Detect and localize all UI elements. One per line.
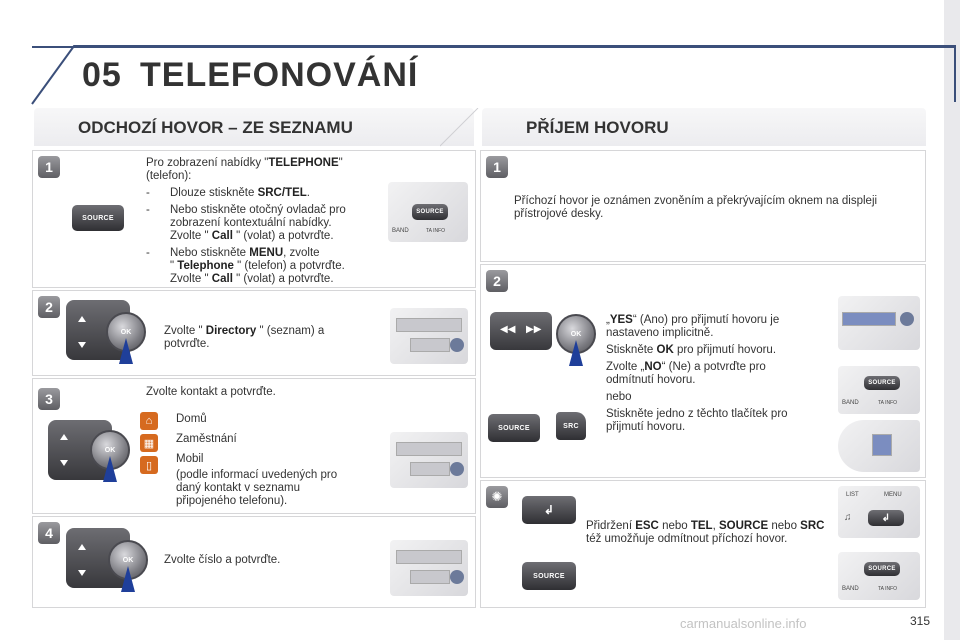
step-3-badge: 3 <box>38 388 60 410</box>
ok-knob-4: OK <box>108 540 148 580</box>
press-arrow-icon <box>103 456 117 482</box>
dashboard-image-3 <box>390 432 468 488</box>
step-1-badge: 1 <box>38 156 60 178</box>
down-arrow-icon <box>78 570 86 576</box>
up-arrow-icon <box>78 316 86 322</box>
step-4-text: Zvolte číslo a potvrďte. <box>164 554 281 566</box>
down-arrow-icon <box>60 460 68 466</box>
seek-buttons <box>490 312 552 350</box>
dashboard-image-1 <box>388 182 468 242</box>
option-work: Zaměstnání <box>176 433 237 445</box>
chapter-number: 05 <box>82 56 122 94</box>
src-button: SRC <box>556 412 586 440</box>
rewind-icon: ◀◀ <box>500 324 516 335</box>
source-button-right: SOURCE <box>488 414 540 442</box>
right-step-2-badge: 2 <box>486 270 508 292</box>
step-2-badge: 2 <box>38 296 60 318</box>
right-step-2-text: „YES“ (Ano) pro přijmutí hovoru je nastaveno implicitně. Stiskněte OK pro přijmutí hovoru. Zvolte „NO“ (Ne) a potvrďte pro odmítnutí hovoru. nebo Stiskněte jedno z těchto tlačítek pro přijmutí hovoru. <box>606 314 788 433</box>
source-button-r3: SOURCE <box>522 562 576 590</box>
right-step-1-badge: 1 <box>486 156 508 178</box>
ok-knob: OK <box>106 312 146 352</box>
press-arrow-icon <box>569 340 583 366</box>
ta-info-label-r: TA INFO <box>878 400 898 406</box>
right-step-1-text: Příchozí hovor je oznámen zvoněním a překrývajícím oknem na displeji přístrojové desky. <box>514 195 878 220</box>
step-2-text: Zvolte " Directory " (seznam) a potvrďte. <box>164 325 325 350</box>
dashboard-image-r1 <box>838 296 920 350</box>
dash-esc-button: ↲ <box>868 510 904 526</box>
option-mobile: Mobil <box>176 453 204 465</box>
list-label: LIST <box>846 492 859 498</box>
dash-source-button-r4: SOURCE <box>864 562 900 576</box>
step-4-badge: 4 <box>38 522 60 544</box>
up-arrow-icon <box>78 544 86 550</box>
dashboard-image-r2 <box>838 366 920 414</box>
page-number: 315 <box>910 614 931 628</box>
menu-label: MENU <box>884 492 902 498</box>
down-arrow-icon <box>78 342 86 348</box>
option-home: Domů <box>176 413 207 425</box>
press-arrow-icon <box>121 566 135 592</box>
steering-wheel-image <box>838 420 920 472</box>
ta-info-label-r4: TA INFO <box>878 586 898 592</box>
watermark: carmanualsonline.info <box>680 616 807 631</box>
esc-button: ↲ <box>522 496 576 524</box>
forward-icon: ▶▶ <box>526 324 542 335</box>
home-icon: ⌂ <box>140 412 158 430</box>
dashboard-image-4 <box>390 540 468 596</box>
source-button: SOURCE <box>72 205 124 231</box>
dash-source-button-r: SOURCE <box>864 376 900 390</box>
ta-info-label: TA INFO <box>426 228 446 234</box>
left-section-corner <box>440 108 480 148</box>
band-label-r: BAND <box>842 400 859 406</box>
band-label-r4: BAND <box>842 586 859 592</box>
up-arrow-icon <box>60 434 68 440</box>
left-section-title: ODCHOZÍ HOVOR – ZE SEZNAMU <box>78 118 353 137</box>
ok-knob-right: OK <box>556 314 596 354</box>
dashboard-image-2 <box>390 308 468 364</box>
dashboard-image-r4 <box>838 552 920 600</box>
dash-source-button: SOURCE <box>412 204 448 220</box>
right-section-title: PŘÍJEM HOVORU <box>526 118 669 137</box>
work-icon: ▦ <box>140 434 158 452</box>
dashboard-image-r3 <box>838 486 920 538</box>
ok-knob-3: OK <box>90 430 130 470</box>
band-label: BAND <box>392 228 409 234</box>
step-3-note: (podle informací uvedených pro daný kontakt v seznamu připojeného telefonu). <box>176 469 338 507</box>
step-1-text: Pro zobrazení nabídky "TELEPHONE" (telefon): - Dlouze stiskněte SRC/TEL. - Nebo stiskněte otočný ovladač pro zobrazení kontextuální nabídky. Zvolte " Call " (volat) a potvrďte. - Nebo stiskněte MENU, zvolte " Telephone " (telefon) a potvrďte. Zvolte " Call " (volat) a potvrďte. <box>146 157 346 285</box>
tip-sun-icon: ✺ <box>486 486 508 508</box>
right-step-3-text: Přidržení ESC nebo TEL, SOURCE nebo SRC též umožňuje odmítnout příchozí hovor. <box>586 520 825 545</box>
mobile-icon: ▯ <box>140 456 158 474</box>
press-arrow-icon <box>119 338 133 364</box>
music-note-icon: ♫ <box>844 512 852 523</box>
page-title: TELEFONOVÁNÍ <box>140 56 419 94</box>
step-3-intro: Zvolte kontakt a potvrďte. <box>146 386 276 398</box>
